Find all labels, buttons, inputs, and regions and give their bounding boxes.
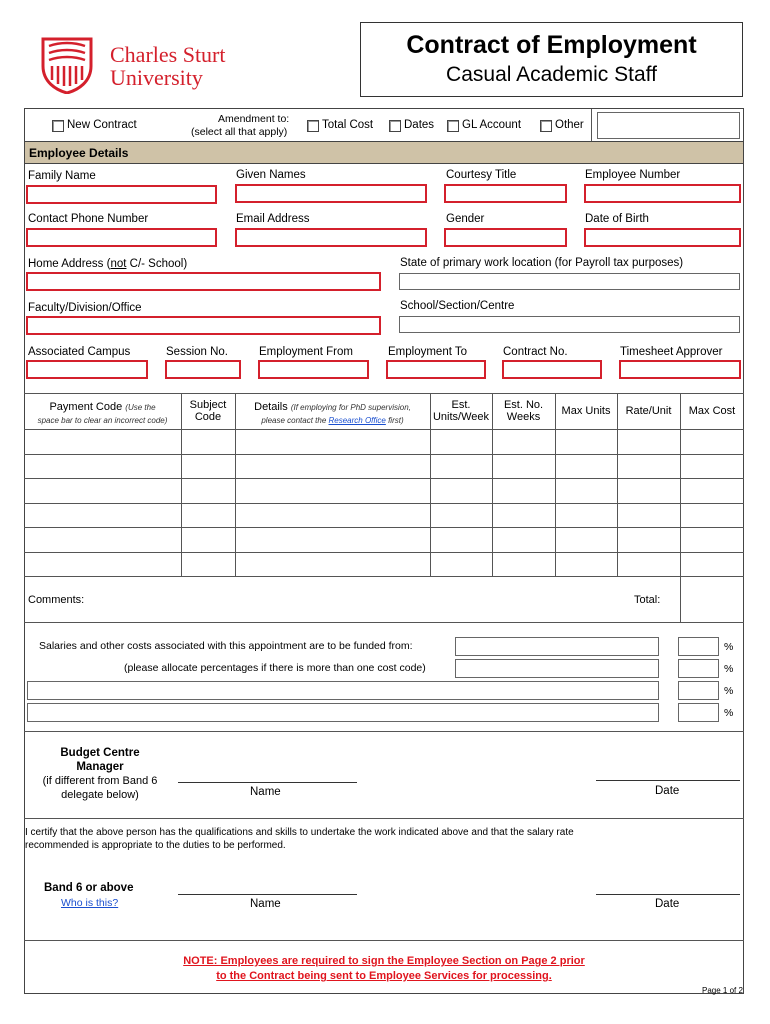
- family-name-input[interactable]: [26, 185, 217, 204]
- row-line: [24, 552, 744, 553]
- band6-name-signature-line[interactable]: [178, 894, 357, 895]
- research-office-link[interactable]: Research Office: [328, 416, 386, 425]
- school-label: School/Section/Centre: [400, 300, 515, 312]
- subject-code-header: [181, 399, 235, 423]
- rate-unit-header: Rate/Unit: [625, 405, 672, 417]
- percent-sign: %: [724, 641, 734, 653]
- band6-date-label: Date: [655, 898, 680, 910]
- funding-line2: (please allocate percentages if there is more than one cost code): [124, 662, 426, 674]
- cost-code-input-4[interactable]: [27, 703, 659, 722]
- certify-line-2: recommended is appropriate to the duties to be performed.: [25, 840, 286, 851]
- budget-centre-block: [24, 746, 176, 802]
- state-location-input[interactable]: [399, 273, 740, 290]
- dates-label: Dates: [404, 119, 435, 131]
- note-line-2: to the Contract being sent to Employee Services for processing.: [216, 970, 552, 982]
- weeks-title: Weeks: [506, 411, 541, 423]
- payment-code-note2: space bar to clear an incorrect code): [37, 416, 168, 425]
- payment-code-note: (Use the: [125, 403, 156, 412]
- faculty-label: Faculty/Division/Office: [28, 302, 142, 314]
- title-box: [360, 22, 743, 97]
- details-title: Details: [254, 401, 288, 413]
- max-cost-header: Max Cost: [688, 405, 736, 417]
- comments-divider: [680, 577, 681, 623]
- budget-name-label: Name: [250, 786, 281, 798]
- budget-note-2: delegate below): [61, 789, 139, 801]
- percent-input-3[interactable]: [678, 681, 719, 700]
- page-title: Contract of Employment: [406, 31, 697, 59]
- page-subtitle: Casual Academic Staff: [446, 63, 657, 86]
- school-input[interactable]: [399, 316, 740, 333]
- divider: [591, 109, 592, 141]
- contact-phone-label: Contact Phone Number: [28, 213, 149, 225]
- code-title: Code: [194, 411, 222, 423]
- certify-text: [25, 826, 740, 852]
- payment-table: [24, 393, 744, 577]
- state-location-label: State of primary work location (for Payroll tax purposes): [400, 257, 684, 269]
- employee-number-input[interactable]: [584, 184, 741, 203]
- funding-bottom-line: [24, 731, 744, 732]
- percent-sign: %: [724, 663, 734, 675]
- percent-sign: %: [724, 707, 734, 719]
- dob-input[interactable]: [584, 228, 741, 247]
- home-address-label-a: Home Address (: [28, 258, 111, 270]
- percent-input-2[interactable]: [678, 659, 719, 678]
- total-cost-label: Total Cost: [322, 119, 374, 131]
- certify-line-1: I certify that the above person has the qualifications and skills to undertake the work indicated above and that the salary rate: [25, 827, 574, 838]
- emp-to-input[interactable]: [386, 360, 486, 379]
- timesheet-label: Timesheet Approver: [620, 346, 723, 358]
- row-line: [24, 576, 744, 577]
- university-logo: [40, 36, 250, 96]
- other-label: Other: [555, 119, 584, 131]
- percent-input-1[interactable]: [678, 637, 719, 656]
- comments-bottom-line: [24, 622, 744, 623]
- col-line: [617, 393, 618, 577]
- family-name-label: Family Name: [28, 170, 96, 182]
- subject-title: Subject: [189, 399, 227, 411]
- home-address-label-b: C/- School): [126, 258, 188, 270]
- emp-from-label: Employment From: [259, 346, 353, 358]
- campus-input[interactable]: [26, 360, 148, 379]
- total-cost-checkbox[interactable]: [307, 120, 319, 132]
- amendment-label: Amendment to:: [218, 113, 290, 125]
- units-week-title: Units/Week: [432, 411, 490, 423]
- max-units-header: Max Units: [561, 405, 611, 417]
- other-input[interactable]: [597, 112, 740, 139]
- row-line: [24, 478, 744, 479]
- cost-code-input-2[interactable]: [455, 659, 659, 678]
- given-names-input[interactable]: [235, 184, 427, 203]
- given-names-label: Given Names: [236, 169, 306, 181]
- budget-title-2: Manager: [76, 761, 124, 773]
- brand-name-1: Charles Sturt: [110, 42, 226, 67]
- contact-phone-input[interactable]: [26, 228, 217, 247]
- gender-input[interactable]: [444, 228, 567, 247]
- row-line: [24, 527, 744, 528]
- gl-account-checkbox[interactable]: [447, 120, 459, 132]
- emp-from-input[interactable]: [258, 360, 369, 379]
- email-input[interactable]: [235, 228, 427, 247]
- est-title: Est.: [451, 399, 471, 411]
- total-label: Total:: [634, 594, 661, 606]
- percent-input-4[interactable]: [678, 703, 719, 722]
- session-input[interactable]: [165, 360, 241, 379]
- percent-sign: %: [724, 685, 734, 697]
- campus-label: Associated Campus: [28, 346, 131, 358]
- contract-no-label: Contract No.: [503, 346, 568, 358]
- est-no-title: Est. No.: [503, 399, 544, 411]
- weeks-header: [492, 399, 555, 423]
- row-line: [24, 503, 744, 504]
- session-label: Session No.: [166, 346, 229, 358]
- employee-number-label: Employee Number: [585, 169, 681, 181]
- cost-code-input-3[interactable]: [27, 681, 659, 700]
- page-number: Page 1 of 2: [702, 986, 743, 995]
- amendment-sublabel: (select all that apply): [191, 126, 288, 138]
- home-address-not: not: [110, 258, 127, 270]
- details-note2b: first): [385, 416, 404, 425]
- row-line: [24, 393, 744, 394]
- gender-label: Gender: [446, 213, 485, 225]
- home-address-input[interactable]: [26, 272, 381, 291]
- details-note: (If employing for PhD supervision,: [290, 403, 411, 412]
- emp-to-label: Employment To: [388, 346, 468, 358]
- new-contract-checkbox[interactable]: [52, 120, 64, 132]
- courtesy-title-label: Courtesy Title: [446, 169, 517, 181]
- who-is-this-link[interactable]: Who is this?: [61, 897, 119, 909]
- home-address-label: [28, 258, 187, 270]
- col-line: [680, 393, 681, 577]
- band6-name-label: Name: [250, 898, 281, 910]
- units-week-header: [430, 399, 492, 423]
- faculty-input[interactable]: [26, 316, 381, 335]
- budget-title-1: Budget Centre: [60, 747, 140, 759]
- new-contract-label: New Contract: [67, 119, 137, 131]
- crest-icon: [40, 36, 94, 94]
- row-line: [24, 454, 744, 455]
- budget-date-label: Date: [655, 785, 680, 797]
- budget-name-signature-line[interactable]: [178, 782, 357, 783]
- row-line: [24, 429, 744, 430]
- employee-details-title: Employee Details: [29, 146, 129, 160]
- contract-no-input[interactable]: [502, 360, 602, 379]
- band6-title: Band 6 or above: [44, 882, 134, 894]
- employee-details-header: [25, 141, 743, 164]
- cost-code-input-1[interactable]: [455, 637, 659, 656]
- budget-note-1: (if different from Band 6: [42, 775, 158, 787]
- payment-code-title: Payment Code: [49, 401, 123, 413]
- payment-code-header: [24, 401, 181, 427]
- funding-line1: Salaries and other costs associated with this appointment are to be funded from:: [39, 640, 413, 652]
- budget-bottom-line: [24, 818, 744, 819]
- email-label: Email Address: [236, 213, 310, 225]
- other-checkbox[interactable]: [540, 120, 552, 132]
- gl-account-label: GL Account: [462, 119, 522, 131]
- note-line-1: NOTE: Employees are required to sign the Employee Section on Page 2 prior: [183, 955, 585, 967]
- dates-checkbox[interactable]: [389, 120, 401, 132]
- brand-name-2: University: [110, 65, 203, 90]
- budget-date-signature-line[interactable]: [596, 780, 740, 781]
- details-header: [235, 401, 430, 427]
- band6-bottom-line: [24, 940, 744, 941]
- timesheet-input[interactable]: [619, 360, 741, 379]
- dob-label: Date of Birth: [585, 213, 649, 225]
- col-line: [555, 393, 556, 577]
- comments-label: Comments:: [28, 594, 85, 606]
- details-note2a: please contact the: [261, 416, 329, 425]
- processing-note: [24, 954, 744, 984]
- band6-date-signature-line[interactable]: [596, 894, 740, 895]
- courtesy-title-input[interactable]: [444, 184, 567, 203]
